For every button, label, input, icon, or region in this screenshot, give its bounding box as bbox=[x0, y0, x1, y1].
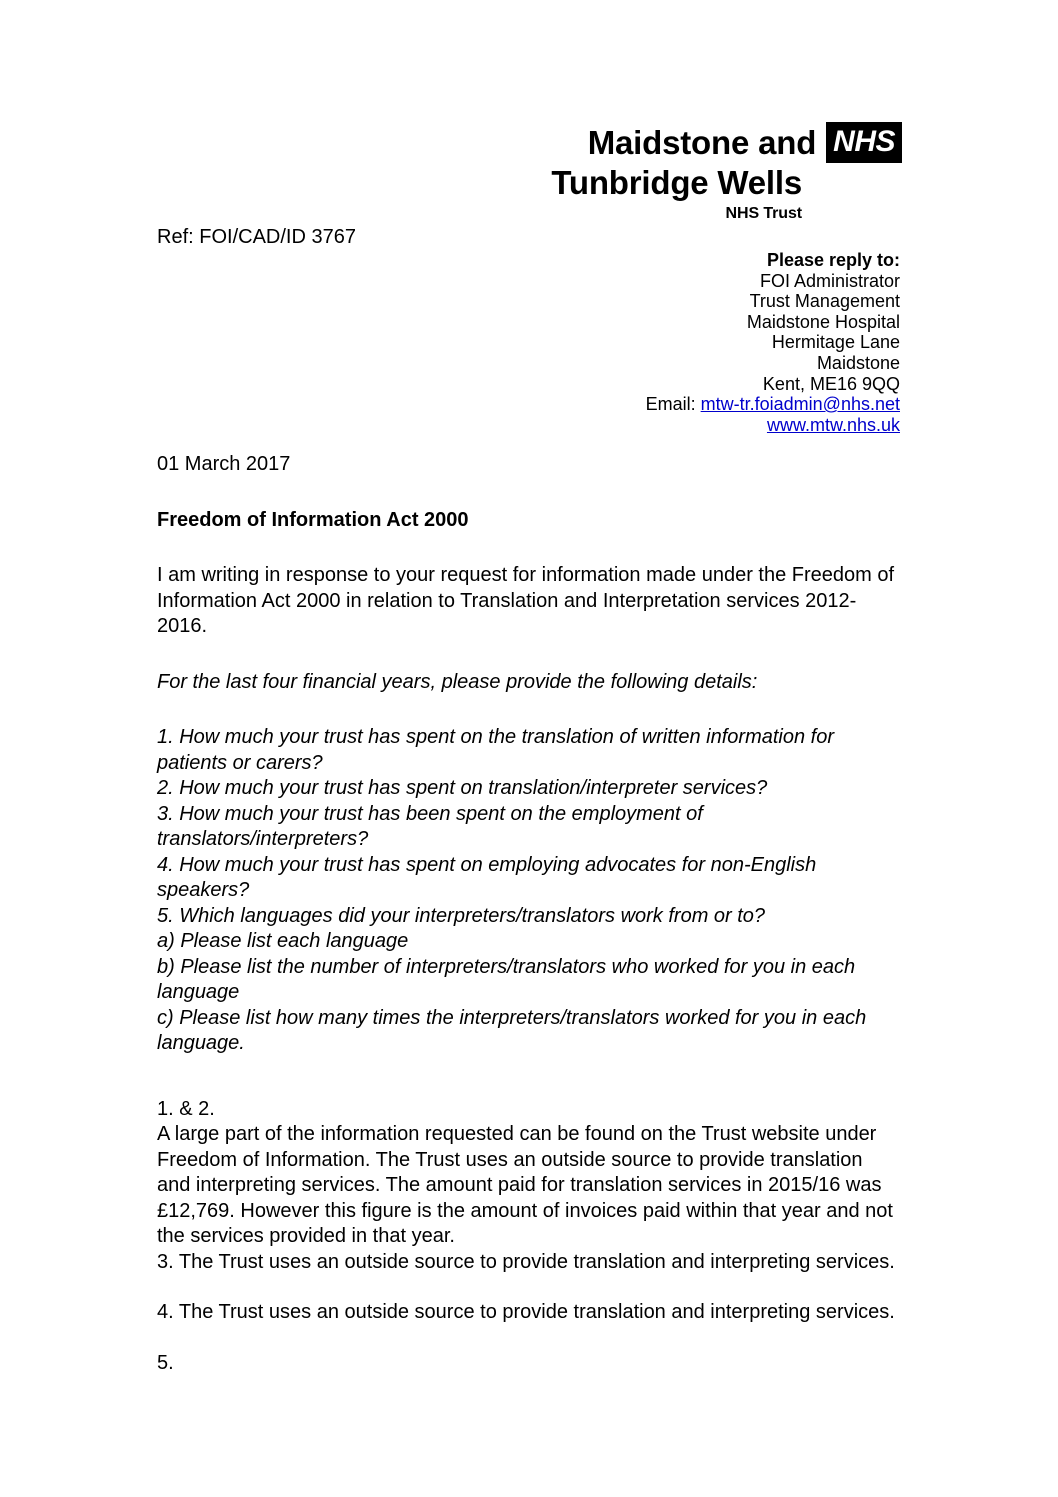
organisation-trust-label: NHS Trust bbox=[725, 205, 802, 222]
spacer bbox=[157, 533, 897, 563]
answer-5: 5. bbox=[157, 1351, 174, 1374]
letterhead bbox=[400, 122, 902, 225]
letter-subject: Freedom of Information Act 2000 bbox=[157, 508, 469, 531]
request-lead-in: For the last four financial years, please provide the following details: bbox=[157, 670, 758, 693]
email-link[interactable]: mtw-tr.foiadmin@nhs.net bbox=[700, 394, 900, 415]
address-line-4: Hermitage Lane bbox=[771, 332, 900, 353]
request-item-3: 3. How much your trust has been spent on the employment of translators/interpreters? bbox=[157, 802, 703, 850]
reply-to-block bbox=[500, 250, 900, 435]
request-item-2: 2. How much your trust has spent on translation/interpreter services? bbox=[157, 777, 768, 799]
answer-body-1-2: A large part of the information requested can be found on the Trust website under Freedom of Information. The Trust uses an outside source to provide translation and interpreting services. The amount paid for translation services in 2015/16 was £12,769. However this figure is the amount of invoices paid within that year and not the services provided in that year. bbox=[157, 1123, 893, 1247]
letter-date: 01 March 2017 bbox=[157, 453, 291, 475]
spacer bbox=[157, 695, 897, 725]
organisation-name-line-2: Tunbridge Wells bbox=[551, 164, 802, 201]
address-line-3: Maidstone Hospital bbox=[746, 311, 900, 332]
answer-4: 4. The Trust uses an outside source to provide translation and interpreting services. bbox=[157, 1301, 895, 1323]
request-item-1: 1. How much your trust has spent on the translation of written information for patients or carers? bbox=[157, 726, 834, 774]
address-line-2: Trust Management bbox=[749, 291, 900, 312]
spacer bbox=[157, 1057, 897, 1097]
email-row bbox=[500, 394, 900, 415]
spacer bbox=[157, 478, 897, 508]
address-line-6: Kent, ME16 9QQ bbox=[762, 373, 900, 394]
nhs-logo: NHS bbox=[826, 122, 902, 163]
spacer bbox=[157, 1326, 897, 1351]
reply-to-heading: Please reply to: bbox=[766, 250, 900, 270]
website-link[interactable]: www.mtw.nhs.uk bbox=[766, 414, 900, 435]
request-item-5: 5. Which languages did your interpreters/translators work from or to? bbox=[157, 904, 766, 927]
organisation-name-line-1: Maidstone and bbox=[587, 123, 817, 161]
request-item-5b: b) Please list the number of interpreters/translators who worked for you in each language bbox=[157, 955, 856, 1003]
spacer bbox=[157, 1275, 897, 1300]
letter-body bbox=[157, 452, 897, 1376]
answer-3: 3. The Trust uses an outside source to provide translation and interpreting services. bbox=[157, 1250, 895, 1273]
request-item-5a: a) Please list each language bbox=[157, 930, 409, 952]
email-label: Email: bbox=[645, 394, 696, 415]
spacer bbox=[157, 640, 897, 670]
website-row bbox=[500, 415, 900, 436]
reference-number: Ref: FOI/CAD/ID 3767 bbox=[157, 226, 356, 248]
letterhead-line-1 bbox=[400, 122, 902, 163]
address-line-1: FOI Administrator bbox=[759, 270, 900, 291]
request-item-4: 4. How much your trust has spent on employing advocates for non-English speakers? bbox=[157, 853, 817, 901]
intro-paragraph: I am writing in response to your request for information made under the Freedom of Information Act 2000 in relation to Translation and Interpretation services 2012-2016. bbox=[157, 564, 895, 637]
answer-heading-1-2: 1. & 2. bbox=[157, 1097, 215, 1120]
request-item-5c: c) Please list how many times the interpreters/translators worked for you in each language. bbox=[157, 1006, 867, 1054]
address-line-5: Maidstone bbox=[816, 352, 900, 373]
